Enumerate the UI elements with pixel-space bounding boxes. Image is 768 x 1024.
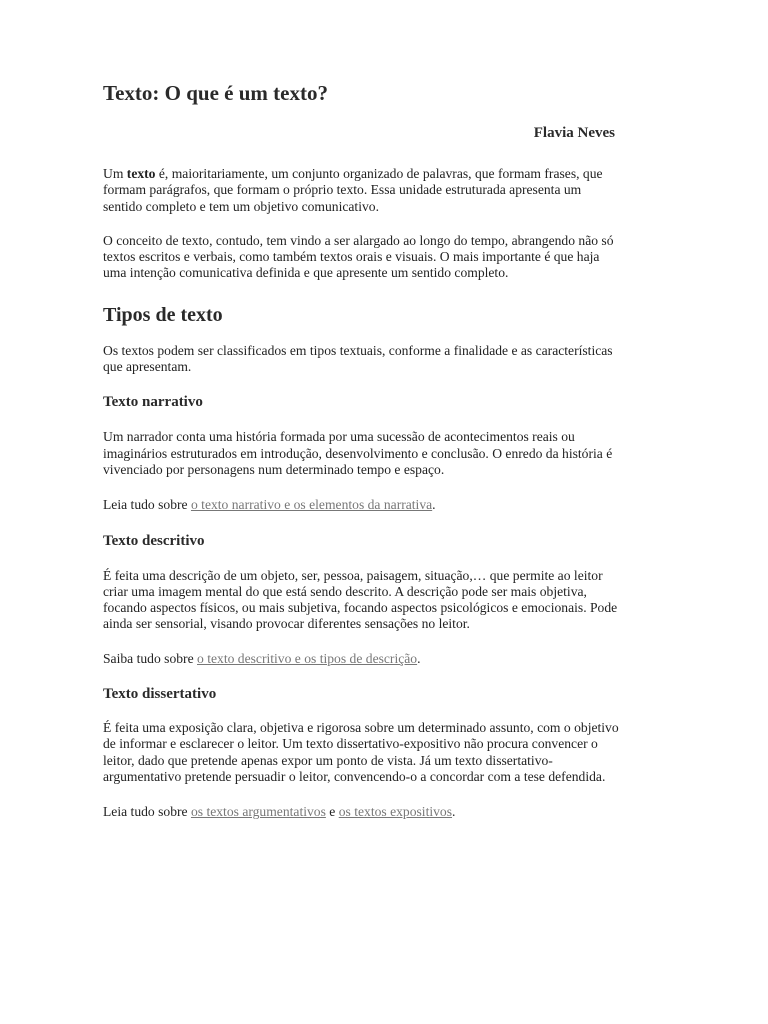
dissertativo-link-conjunction: e [325, 804, 339, 820]
descritivo-link-suffix: . [417, 650, 421, 666]
narrativo-link-line [103, 497, 623, 513]
heading-descritivo: Texto descritivo [103, 532, 205, 549]
descritivo-link-line [103, 651, 623, 667]
document-page [103, 78, 623, 821]
section-heading-tipos: Tipos de texto [103, 303, 223, 326]
document-title: Texto: O que é um texto? [103, 81, 328, 105]
author-name: Flavia Neves [533, 125, 615, 141]
descritivo-paragraph: É feita uma descrição de um objeto, ser, pessoa, paisagem, situação,… que permite ao leitor criar uma imagem mental do que está sendo descrito. A descrição pode ser mais objetiva, focando aspectos físicos, ou mais subjetiva, focando aspectos psicológicos e emocionais. Pode ainda ser sensorial, visando provocar diferentes sensações no leitor. [103, 567, 618, 632]
dissertativo-link-line [103, 804, 623, 820]
narrativo-link-prefix: Leia tudo sobre [103, 497, 191, 513]
heading-narrativo: Texto narrativo [103, 394, 203, 411]
intro-paragraph [103, 166, 623, 215]
narrativo-link-suffix: . [432, 497, 436, 513]
link-textos-argumentativos[interactable]: os textos argumentativos [190, 804, 326, 820]
link-textos-expositivos[interactable]: os textos expositivos [338, 804, 453, 820]
dissertativo-link-suffix: . [452, 804, 456, 820]
intro-bold-term: texto [126, 166, 156, 181]
heading-dissertativo: Texto dissertativo [103, 686, 217, 703]
tipos-intro-paragraph: Os textos podem ser classificados em tipos textuais, conforme a finalidade e as características que apresentam. [103, 342, 613, 375]
intro-text-start: Um [103, 166, 127, 181]
concept-paragraph: O conceito de texto, contudo, tem vindo a ser alargado ao longo do tempo, abrangendo não só textos escritos e verbais, como também textos orais e visuais. O mais importante é que haja uma intenção comunicativa definida e que apresente um sentido completo. [103, 232, 614, 281]
link-texto-descritivo[interactable]: o texto descritivo e os tipos de descrição [197, 650, 418, 666]
dissertativo-paragraph: É feita uma exposição clara, objetiva e rigorosa sobre um determinado assunto, com o objetivo de informar e esclarecer o leitor. Um texto dissertativo-expositivo não procura convencer o leitor, dado que pretende apenas expor um ponto de vista. Já um texto dissertativo-argumentativo pretende persuadir o leitor, convencendo-o a concordar com a tese defendida. [103, 720, 619, 784]
link-texto-narrativo[interactable]: o texto narrativo e os elementos da narrativa [190, 497, 433, 513]
intro-text-rest: é, maioritariamente, um conjunto organizado de palavras, que formam frases, que formam parágrafos, que formam o próprio texto. Essa unidade estruturada apresenta um sentido completo e tem um objetivo comunicativo. [103, 166, 603, 214]
descritivo-link-prefix: Saiba tudo sobre [103, 650, 198, 666]
dissertativo-link-prefix: Leia tudo sobre [103, 804, 191, 820]
narrativo-paragraph: Um narrador conta uma história formada por uma sucessão de acontecimentos reais ou imaginários estruturados em introdução, desenvolvimento e conclusão. O enredo da história é vivenciado por personagens num determinado tempo e espaço. [103, 429, 613, 477]
